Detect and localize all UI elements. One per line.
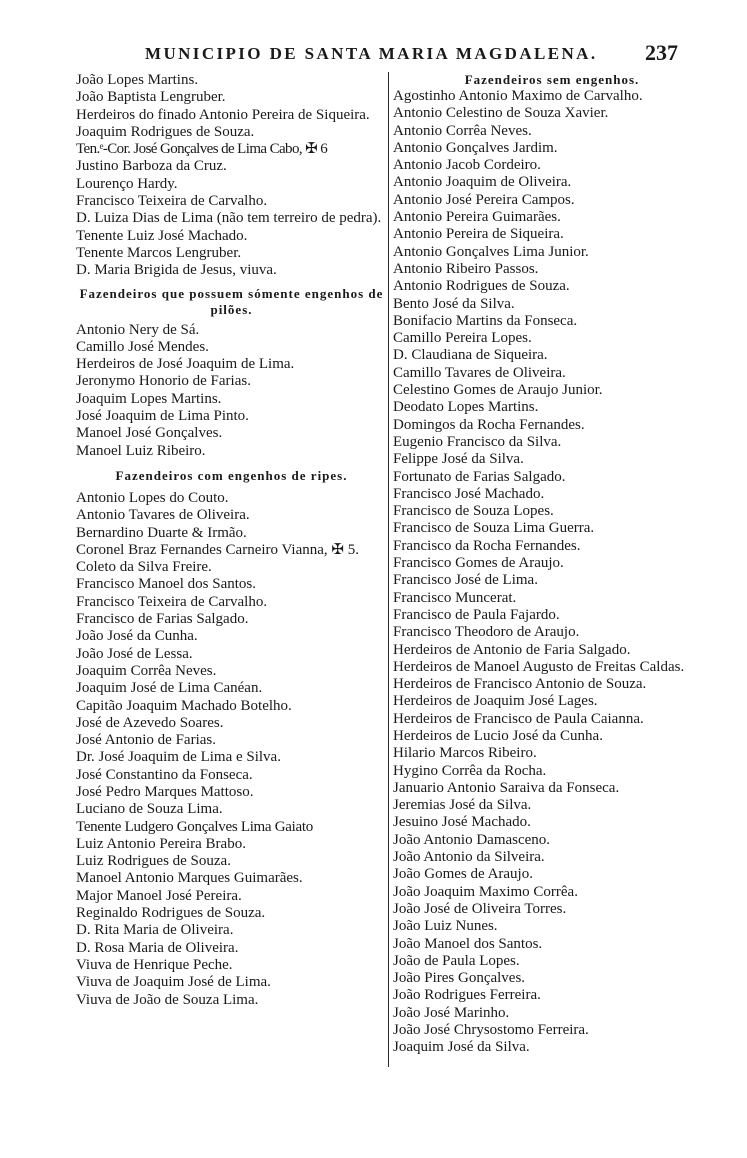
list-item: João Joaquim Maximo Corrêa. [393,883,578,900]
sem-engenhos-list [393,88,711,1057]
list-item: João José da Cunha. [76,628,198,645]
list-item: Tenente Luiz José Machado. [76,227,248,244]
list-item: Antonio Corrêa Neves. [393,122,532,139]
list-item: João Luiz Nunes. [393,918,498,935]
list-item: Camillo José Mendes. [76,338,209,355]
list-item: D. Luiza Dias de Lima (não tem terreiro de pedra). [76,210,382,227]
page-title: MUNICIPIO DE SANTA MARIA MAGDALENA. [145,44,598,63]
list-item: Francisco da Rocha Fernandes. [393,537,581,554]
list-item: João Gomes de Araujo. [393,866,533,883]
list-item: Herdeiros de Francisco Antonio de Souza. [393,676,647,693]
list-item: Viuva de Joaquim José de Lima. [76,974,271,991]
list-item: Viuva de João de Souza Lima. [76,991,259,1008]
page-number: 237 [645,40,678,65]
list-item: José Joaquim de Lima Pinto. [76,408,249,425]
list-item: Hilario Marcos Ribeiro. [393,745,537,762]
list-item: Antonio Pereira Guimarães. [393,209,561,226]
list-item: Herdeiros de Francisco de Paula Caianna. [393,710,644,727]
list-item: Antonio Ribeiro Passos. [393,260,539,277]
list-item: José Constantino da Fonseca. [76,766,253,783]
list-item: Dr. José Joaquim de Lima e Silva. [76,749,281,766]
list-item: Antonio José Pereira Campos. [393,191,575,208]
list-item: Bonifacio Martins da Fonseca. [393,312,578,329]
list-item: Domingos da Rocha Fernandes. [393,416,585,433]
list-item: Manoel Luiz Ribeiro. [76,442,206,459]
list-item: Francisco Teixeira de Carvalho. [76,193,268,210]
section-heading-piloes: Fazendeiros que possuem sómente engenhos de pilões. [79,285,384,317]
list-item: João Antonio da Silveira. [393,849,545,866]
list-item: Francisco José de Lima. [393,572,538,589]
list-item: Francisco Manoel dos Santos. [76,576,256,593]
list-item: Tenente Ludgero Gonçalves Lima Gaiato [76,818,313,835]
list-item: João Pires Gonçalves. [393,970,526,987]
list-item: Felippe José da Silva. [393,451,524,468]
list-item: Antonio Joaquim de Oliveira. [393,174,572,191]
list-item: Luciano de Souza Lima. [76,801,223,818]
list-item: João José Chrysostomo Ferreira. [393,1022,589,1039]
list-item: Viuva de Henrique Peche. [76,956,233,973]
list-item: Reginaldo Rodrigues de Souza. [76,905,266,922]
list-item: Manoel Antonio Marques Guimarães. [76,870,303,887]
list-item: João José Marinho. [393,1004,510,1021]
list-item: Herdeiros de Lucio José da Cunha. [393,727,603,744]
list-item: Francisco de Souza Lopes. [393,503,554,520]
list-item: José de Azevedo Soares. [76,714,224,731]
list-item: José Pedro Marques Mattoso. [76,783,254,800]
list-item: Herdeiros do finado Antonio Pereira de Siqueira. [76,106,370,123]
list-item: João José de Oliveira Torres. [393,900,567,917]
list-item: Camillo Tavares de Oliveira. [393,364,566,381]
list-item: Coleto da Silva Freire. [76,559,212,576]
list-item: Manoel José Gonçalves. [76,425,223,442]
list-item: João Manoel dos Santos. [393,935,543,952]
list-item: Agostinho Antonio Maximo de Carvalho. [393,88,643,104]
list-item: João Rodrigues Ferreira. [393,987,541,1004]
list-item: Antonio Rodrigues de Souza. [393,278,570,295]
list-item: Francisco Theodoro de Araujo. [393,624,580,641]
list-item: Francisco Teixeira de Carvalho. [76,593,268,610]
list-item: Lourenço Hardy. [76,175,178,192]
list-item: Capitão Joaquim Machado Botelho. [76,697,292,714]
list-item: Herdeiros de Manoel Augusto de Freitas Caldas. [393,658,685,675]
left-column [76,72,387,1009]
list-item: João José de Lessa. [76,645,193,662]
list-item: Joaquim Corrêa Neves. [76,662,217,679]
list-item: José Antonio de Farias. [76,732,216,749]
list-item: Joaquim José de Lima Canéan. [76,680,263,697]
list-item: João Baptista Lengruber. [76,89,226,106]
list-item: Antonio Jacob Cordeiro. [393,157,541,174]
list-item: Hygino Corrêa da Rocha. [393,762,547,779]
section-heading-sem-engenhos: Fazendeiros sem engenhos. [464,72,640,87]
list-item: Joaquim José da Silva. [393,1039,530,1056]
list-item: Francisco de Paula Fajardo. [393,606,560,623]
list-item: Herdeiros de Joaquim José Lages. [393,693,598,710]
list-item: Herdeiros de José Joaquim de Lima. [76,356,295,373]
list-item: João Antonio Damasceno. [393,831,551,848]
list-item: Antonio Nery de Sá. [76,321,200,338]
list-item: Joaquim Lopes Martins. [76,390,222,407]
list-item: Januario Antonio Saraiva da Fonseca. [393,779,620,796]
list-item: Antonio Gonçalves Lima Junior. [393,243,589,260]
list-item: Jeremias José da Silva. [393,797,532,814]
list-item: Francisco de Souza Lima Guerra. [393,520,595,537]
list-item: Tenente Marcos Lengruber. [76,244,242,261]
column-divider [388,72,389,1067]
list-item: Coronel Braz Fernandes Carneiro Vianna, ✠ 5. [76,541,359,558]
list-item: Jeronymo Honorio de Farias. [76,373,251,390]
list-item: Luiz Antonio Pereira Brabo. [76,835,246,852]
list-item: Celestino Gomes de Araujo Junior. [393,382,603,399]
list-item: Francisco José Machado. [393,485,545,502]
list-item: Deodato Lopes Martins. [393,399,539,416]
list-item: Antonio Lopes do Couto. [76,489,229,506]
list-item: Jesuino José Machado. [393,814,531,831]
list-item: D. Rita Maria de Oliveira. [76,922,234,939]
list-item: João de Paula Lopes. [393,952,520,969]
list-item: Luiz Rodrigues de Souza. [76,853,231,870]
list-item: Francisco Muncerat. [393,589,517,606]
list-item: Camillo Pereira Lopes. [393,330,532,347]
list-item: D. Claudiana de Siqueira. [393,347,548,364]
page-header [75,38,710,68]
list-item: Bento José da Silva. [393,295,515,312]
list-item: Bernardino Duarte & Irmão. [76,524,247,541]
list-item: D. Maria Brigida de Jesus, viuva. [76,262,277,279]
list-item: Antonio Gonçalves Jardim. [393,139,558,156]
list-item: Antonio Pereira de Siqueira. [393,226,564,243]
list-item: Joaquim Rodrigues de Souza. [76,123,255,140]
section-heading-ripes: Fazendeiros com engenhos de ripes. [115,467,348,483]
list-item: Major Manoel José Pereira. [76,887,242,904]
list-item: Francisco de Farias Salgado. [76,611,249,628]
list-item: Fortunato de Farias Salgado. [393,468,566,485]
list-item: Antonio Tavares de Oliveira. [76,507,250,524]
list-item: Eugenio Francisco da Silva. [393,433,562,450]
right-column [393,72,711,1057]
list-item: D. Rosa Maria de Oliveira. [76,939,239,956]
list-item: Herdeiros de Antonio de Faria Salgado. [393,641,631,658]
list-item: João Lopes Martins. [76,72,199,88]
list-item: Francisco Gomes de Araujo. [393,555,564,572]
list-item: Antonio Celestino de Souza Xavier. [393,105,609,122]
list-item: Justino Barboza da Cruz. [76,158,227,175]
list-item: Ten.ᵉ-Cor. José Gonçalves de Lima Cabo, ✠ 6 [76,141,328,158]
